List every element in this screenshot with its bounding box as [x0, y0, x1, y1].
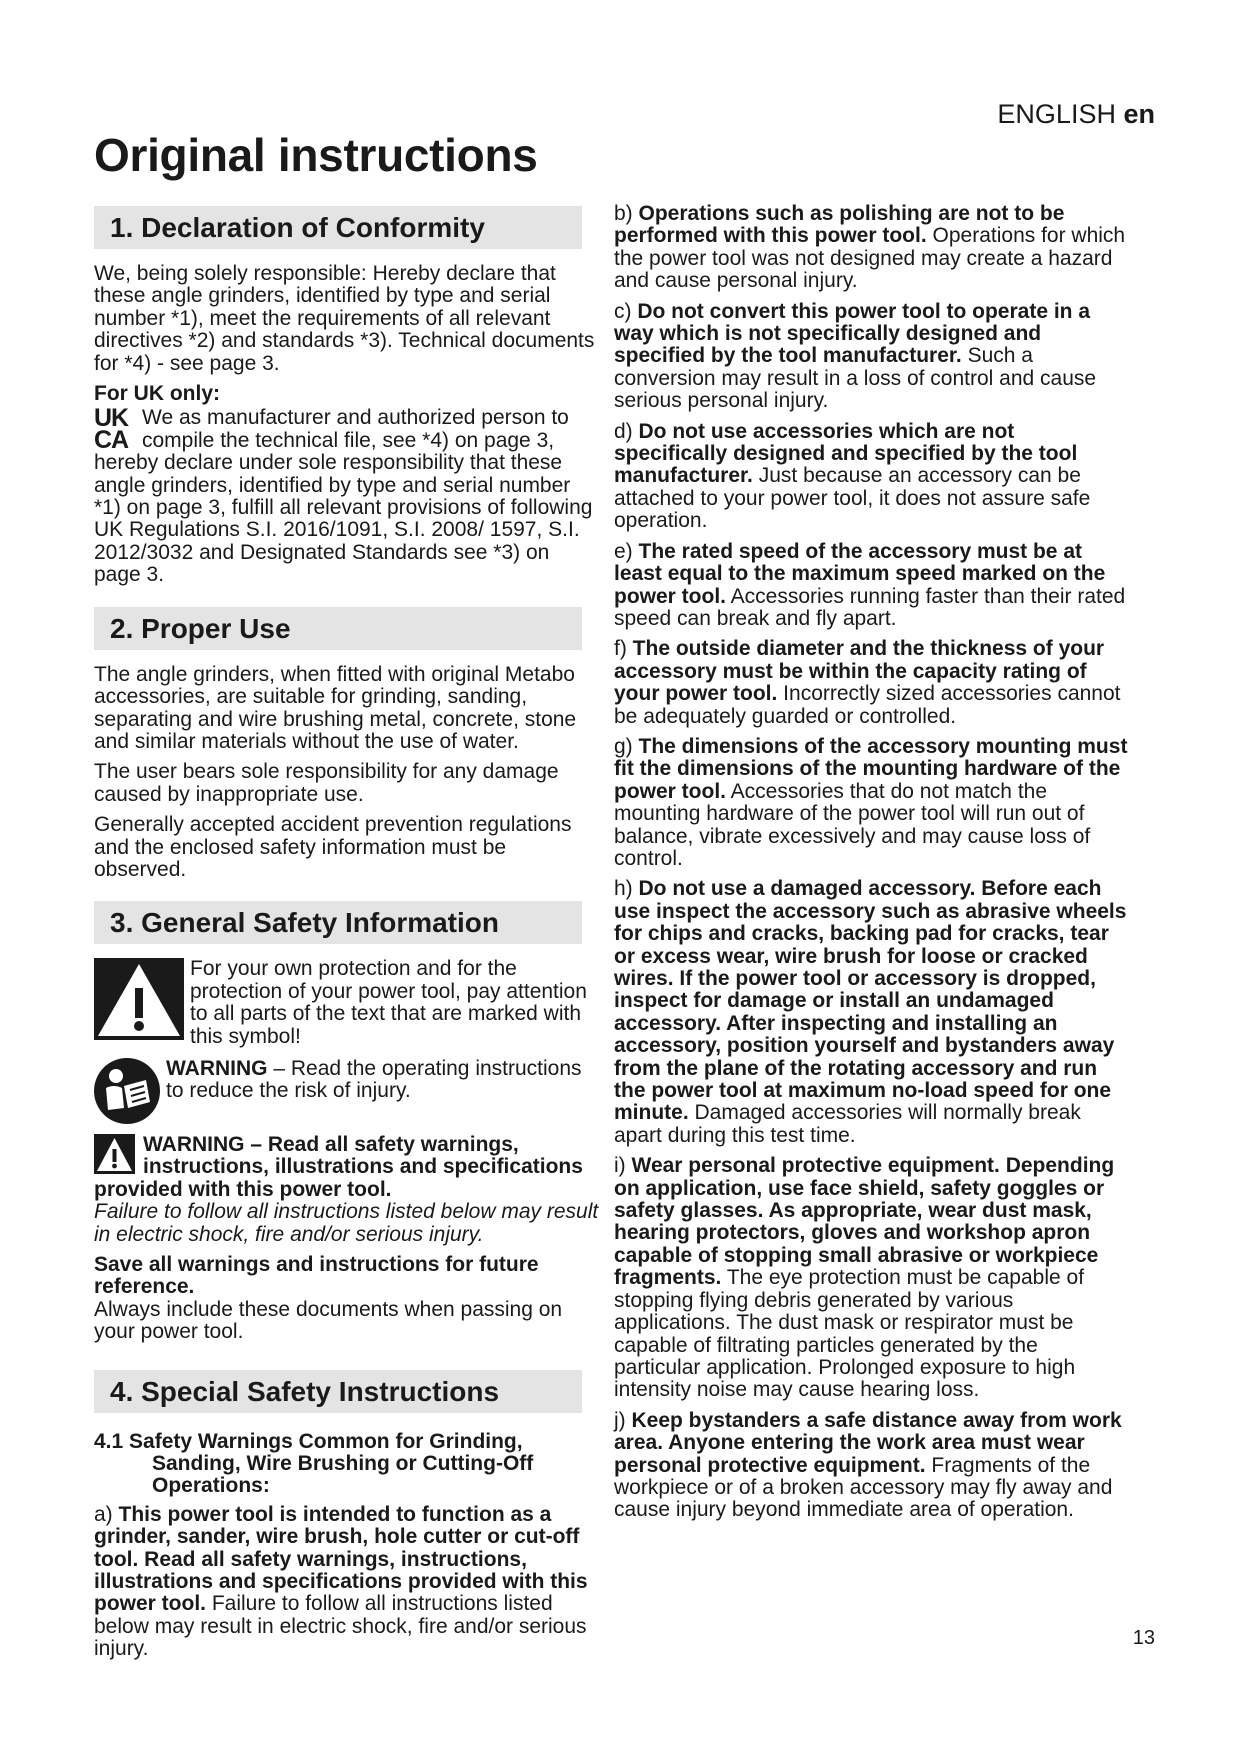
warning-triangle-icon — [94, 958, 184, 1040]
proper-use-text-1: The angle grinders, when fitted with original Metabo accessories, are suitable for grinding, sanding, separating and wire brushing metal, concrete, stone and similar materials without the use of water. — [94, 662, 577, 753]
instruction-i: i) Wear personal protective equipment. Depending on application, use face shield, safety goggles or safety glasses. As appropriate, wear dust mask, hearing protectors, gloves and workshop apron capable of stopping small abrasive or workpiece fragments. The eye protection must be capable of stopping flying debris generated by various applications. The dust mask or respirator must be capable of filtrating particles generated by the particular application. Prolonged exposure to high intensity noise may cause hearing loss. — [614, 1154, 1115, 1402]
read-manual-text: WARNING – Read the operating instructions to reduce the risk of injury. — [166, 1056, 582, 1103]
symbol-note — [94, 958, 600, 1048]
instruction-f: f) The outside diameter and the thickness of your accessory must be within the capacity rating of your power tool. Incorrectly sized accessories cannot be adequately guarded or controlled. — [614, 637, 1121, 728]
section-heading-declaration: 1. Declaration of Conformity — [94, 206, 582, 249]
right-column — [614, 203, 1129, 1530]
page-number: 13 — [1132, 1627, 1155, 1649]
instruction-j: j) Keep bystanders a safe distance away from work area. Anyone entering the work area must wear personal protective equipment. Fragments of the workpiece or of a broken accessory may fly away and cause injury beyond immediate area of operation. — [614, 1408, 1122, 1522]
section-heading-general-safety: 3. General Safety Information — [94, 901, 582, 944]
left-column — [94, 206, 600, 1669]
instruction-d: d) Do not use accessories which are not specifically designed and specified by the tool manufacturer. Just because an accessory can be attached to your power tool, it does not assure safe operation. — [614, 419, 1091, 533]
instruction-e: e) The rated speed of the accessory must be at least equal to the maximum speed marked on the power tool. Accessories running faster than their rated speed can break and fly apart. — [614, 539, 1126, 630]
instruction-g: g) The dimensions of the accessory mounting must fit the dimensions of the mounting hardware of the power tool. Accessories that do not match the mounting hardware of the power tool will run out of balance, vibrate excessively and may cause loss of control. — [614, 734, 1128, 870]
page-title: Original instructions — [94, 129, 538, 181]
proper-use-text-2: The user bears sole responsibility for any damage caused by inappropriate use. — [94, 760, 559, 806]
instruction-a: a) This power tool is intended to function as a grinder, sander, wire brush, hole cutter or cut-off tool. Read all safety warnings, instructions, illustrations and specifications provided with this power tool. Failure to follow all instructions listed below may result in electric shock, fire and/or serious injury. — [94, 1502, 588, 1661]
declaration-text: We, being solely responsible: Hereby declare that these angle grinders, identified by type and serial number *1), meet the requirements of all relevant directives *2) and standards *3). Technical documents for *4) - see page 3. — [94, 262, 595, 375]
section-heading-special-safety: 4. Special Safety Instructions — [94, 1370, 582, 1413]
uk-declaration: UK CA We as manufacturer and authorized person to compile the technical file, see *4) on page 3, hereby declare under sole responsibility that these angle grinders, identified by type and serial number *1) on page 3, fulfill all relevant provisions of following UK Regulations S.I. 2016/1091, S.I. 2008/ 1597, S.I. 2012/3032 and Designated Standards see *3) on page 3. — [94, 404, 593, 587]
instruction-c: c) Do not convert this power tool to operate in a way which is not specifically designed and specified by the tool manufacturer. Such a conversion may result in a loss of control and cause serious personal injury. — [614, 299, 1097, 413]
symbol-note-text: For your own protection and for the protection of your power tool, pay attention to all parts of the text that are marked with this symbol! — [190, 957, 587, 1048]
proper-use-text-3: Generally accepted accident prevention regulations and the enclosed safety information must be observed. — [94, 813, 572, 881]
instruction-b: b) Operations such as polishing are not to be performed with this power tool. Operations for which the power tool was not designed may create a hazard and cause personal injury. — [614, 202, 1126, 293]
read-manual-note — [94, 1058, 600, 1124]
instruction-h: h) Do not use a damaged accessory. Before each use inspect the accessory such as abrasive wheels for chips and cracks, backing pad for cracks, tear or excess wear, wire brush for loose or cracked wires. If the power tool or accessory is dropped, inspect for damage or install an undamaged accessory. After inspecting and installing an accessory, position yourself and bystanders away from the plane of the rotating accessory and run the power tool at maximum no-load speed for one minute. Damaged accessories will normally break apart during this test time. — [614, 877, 1127, 1147]
subsection-heading-4-1: 4.1 Safety Warnings Common for Grinding, Sanding, Wire Brushing or Cutting-Off Operations: — [94, 1429, 534, 1498]
save-instructions: Save all warnings and instructions for future reference. Always include these documents when passing on your power tool. — [94, 1253, 563, 1344]
warning-small-icon — [94, 1134, 135, 1174]
ukca-mark-icon: UK CA — [94, 404, 129, 455]
warning-read-all: WARNING – Read all safety warnings, instructions, illustrations and specifications provided with this power tool. Failure to follow all instructions listed below may result in electric shock, fire and/or serious injury. — [94, 1132, 599, 1246]
read-manual-icon — [94, 1058, 160, 1124]
language-label: ENGLISH en — [997, 99, 1155, 129]
language-code: en — [1123, 99, 1155, 129]
section-heading-proper-use: 2. Proper Use — [94, 607, 582, 650]
uk-only-heading: For UK only: — [94, 382, 220, 406]
